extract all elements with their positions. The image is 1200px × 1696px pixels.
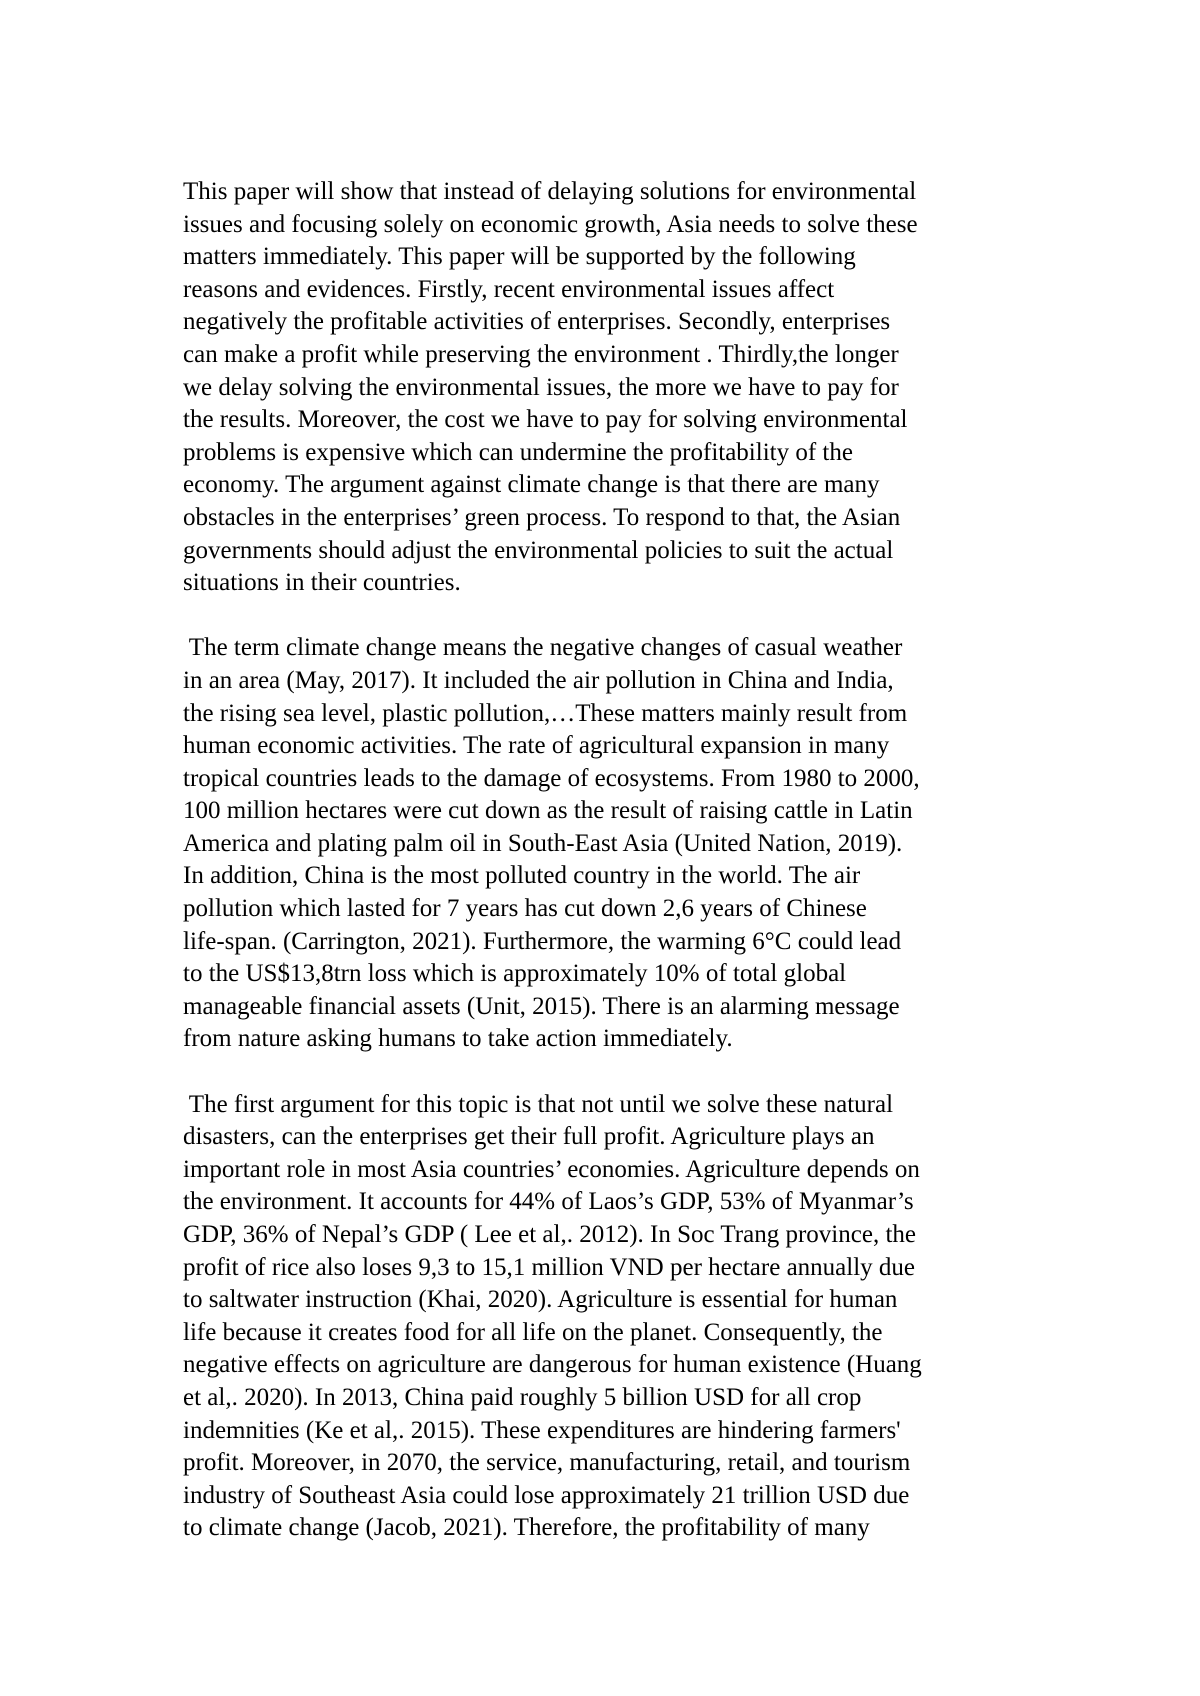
text-line: America and plating palm oil in South-East Asia (United Nation, 2019). [183,829,903,857]
paragraph-1 [183,176,1063,600]
text-line: In addition, China is the most polluted country in the world. The air [183,862,861,890]
text-line: governments should adjust the environmental policies to suit the actual [183,536,894,564]
text-line: to saltwater instruction (Khai, 2020). Agriculture is essential for human [183,1286,898,1314]
text-line: problems is expensive which can undermine the profitability of the [183,438,853,466]
text-line: tropical countries leads to the damage of ecosystems. From 1980 to 2000, [183,764,920,792]
text-line: pollution which lasted for 7 years has cut down 2,6 years of Chinese [183,895,867,923]
text-line: 100 million hectares were cut down as the result of raising cattle in Latin [183,797,913,825]
text-line: human economic activities. The rate of agricultural expansion in many [183,732,890,760]
text-line: issues and focusing solely on economic growth, Asia needs to solve these [183,210,918,238]
text-line: economy. The argument against climate change is that there are many [183,471,880,499]
text-line: the environment. It accounts for 44% of Laos’s GDP, 53% of Myanmar’s [183,1188,914,1216]
text-line: in an area (May, 2017). It included the air pollution in China and India, [183,666,894,694]
text-line: life because it creates food for all life on the planet. Consequently, the [183,1318,883,1346]
text-line: profit of rice also loses 9,3 to 15,1 million VND per hectare annually due [183,1253,915,1281]
text-line: reasons and evidences. Firstly, recent environmental issues affect [183,275,835,303]
text-line: GDP, 36% of Nepal’s GDP ( Lee et al,. 2012). In Soc Trang province, the [183,1221,916,1248]
text-line: disasters, can the enterprises get their full profit. Agriculture plays an [183,1123,875,1151]
text-line: et al,. 2020). In 2013, China paid roughly 5 billion USD for all crop [183,1383,862,1411]
text-line: This paper will show that instead of delaying solutions for environmental [183,178,917,205]
text-line: negative effects on agriculture are dangerous for human existence (Huang [183,1351,922,1379]
text-line: to the US$13,8trn loss which is approximately 10% of total global [183,960,847,988]
paragraph-spacer [183,1056,1063,1089]
text-line: The term climate change means the negative changes of casual weather [183,634,903,662]
paragraph-spacer [183,600,1063,633]
text-line: from nature asking humans to take action immediately. [183,1025,733,1053]
text-line: manageable financial assets (Unit, 2015). There is an alarming message [183,992,900,1020]
text-line: we delay solving the environmental issues, the more we have to pay for [183,373,899,401]
text-line: situations in their countries. [183,569,461,597]
text-line: to climate change (Jacob, 2021). Therefore, the profitability of many [183,1514,870,1542]
text-line: indemnities (Ke et al,. 2015). These expenditures are hindering farmers' [183,1416,901,1444]
text-line: important role in most Asia countries’ economies. Agriculture depends on [183,1155,920,1183]
text-line: life-span. (Carrington, 2021). Furthermore, the warming 6°C could lead [183,927,902,955]
text-line: industry of Southeast Asia could lose approximately 21 trillion USD due [183,1481,910,1509]
text-line: negatively the profitable activities of enterprises. Secondly, enterprises [183,308,891,336]
paragraph-3 [183,1089,1063,1545]
document-body [183,176,1063,1545]
text-line: The first argument for this topic is that not until we solve these natural [183,1090,894,1118]
text-line: the rising sea level, plastic pollution,…These matters mainly result from [183,699,908,727]
text-line: obstacles in the enterprises’ green process. To respond to that, the Asian [183,503,901,531]
text-line: profit. Moreover, in 2070, the service, manufacturing, retail, and tourism [183,1449,911,1477]
text-line: can make a profit while preserving the environment . Thirdly,the longer [183,340,899,368]
text-line: the results. Moreover, the cost we have to pay for solving environmental [183,406,908,434]
paragraph-2 [183,632,1063,1056]
text-line: matters immediately. This paper will be supported by the following [183,243,856,271]
